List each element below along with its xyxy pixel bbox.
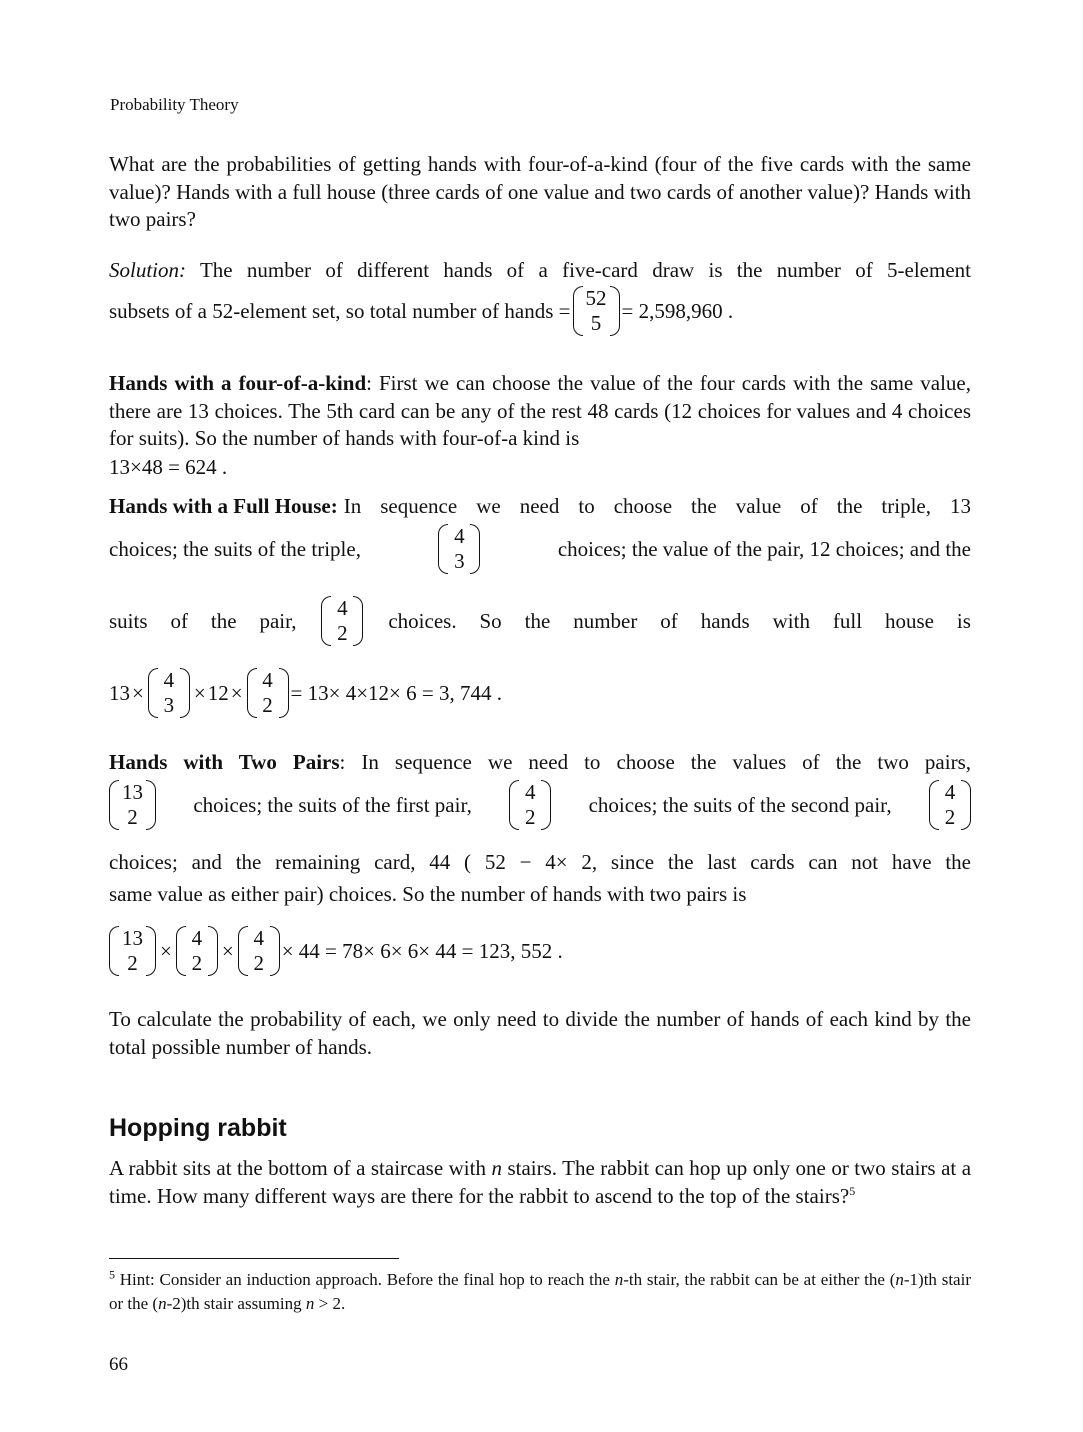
four-of-a-kind-equation: 13×48 = 624 .: [109, 455, 228, 479]
full-house-title: Hands with a Full House:: [109, 494, 338, 518]
solution-text-1: The number of different hands of a five-card draw is the number of 5-element: [199, 258, 971, 282]
four-of-a-kind-title: Hands with a four-of-a-kind: [109, 371, 367, 395]
footnote-reference[interactable]: 5: [849, 1183, 856, 1198]
footnote: $^5$ Hint: Consider an induction approach. Before the final hop to reach the n-th stair, the rabbit can be at either the (n-1)th stair or the (n-2)th stair assuming n > 2.: [109, 1267, 971, 1313]
section-paragraph: A rabbit sits at the bottom of a staircase with n stairs. The rabbit can hop up only one or two stairs at a time. How many different ways are there for the rabbit to ascend to the top of the stairs?$^5$: [109, 1156, 972, 1208]
full-house-line-2: choices; the suits of the triple, 4 3 choices; the value of the pair, 12 choices; and the: [109, 524, 971, 573]
full-house-line-1: Hands with a Full House: In sequence we need to choose the value of the triple, 13: [109, 494, 971, 518]
binomial-52-choose-5: 52 5: [573, 286, 620, 336]
two-pairs-line-2: 13 2 choices; the suits of the first pair, 4 2 choices; the suits of the second pair, 4 2: [109, 780, 971, 830]
running-head: Probability Theory: [110, 95, 239, 114]
footnote-rule: [109, 1258, 399, 1259]
full-house-line-3: suits of the pair, 4 2 choices. So the number of hands with full house is: [109, 596, 971, 645]
two-pairs-equation: 13 2 × 4 2 × 4 2 × 44 = 78× 6× 6× 44 = 123, 552 .: [109, 926, 563, 976]
two-pairs-line-3: choices; and the remaining card, 44 ( 52 − 4× 2, since the last cards can not have the: [109, 850, 971, 874]
four-of-a-kind-paragraph: Hands with a four-of-a-kind: First we can choose the value of the four cards with the same value, there are 13 choices. The 5th card can be any of the rest 48 cards (12 choices for values and 4 choices for suits). So the number of hands with four-of-a kind is: [109, 371, 971, 450]
binomial-13-choose-2: 13 2: [109, 780, 156, 830]
solution-line-2: [109, 286, 733, 336]
closing-paragraph: To calculate the probability of each, we only need to divide the number of hands of each kind by the total possible number of hands.: [109, 1007, 971, 1059]
two-pairs-line-1: Hands with Two Pairs: In sequence we need to choose the values of the two pairs,: [109, 750, 971, 774]
binomial-4-choose-2: 4 2: [321, 596, 363, 646]
full-house-equation: 13 × 4 3 × 12 × 4 2 = 13× 4×12× 6 = 3, 744 .: [109, 668, 502, 717]
page-number: 66: [109, 1354, 128, 1375]
two-pairs-line-4: same value as either pair) choices. So the number of hands with two pairs is: [109, 882, 747, 906]
section-heading: Hopping rabbit: [109, 1114, 287, 1142]
question-paragraph: What are the probabilities of getting hands with four-of-a-kind (four of the five cards with the same value)? Hands with a full house (three cards of one value and two cards of another value)? Hands with two pairs?: [109, 152, 971, 231]
solution-result: = 2,598,960 .: [621, 298, 734, 323]
solution-line-1: [109, 258, 971, 283]
solution-prefix: subsets of a 52-element set, so total number of hands =: [109, 298, 571, 323]
solution-label: Solution:: [109, 258, 186, 282]
binomial-4-choose-3: 4 3: [438, 524, 480, 574]
two-pairs-title: Hands with Two Pairs: [109, 750, 340, 774]
